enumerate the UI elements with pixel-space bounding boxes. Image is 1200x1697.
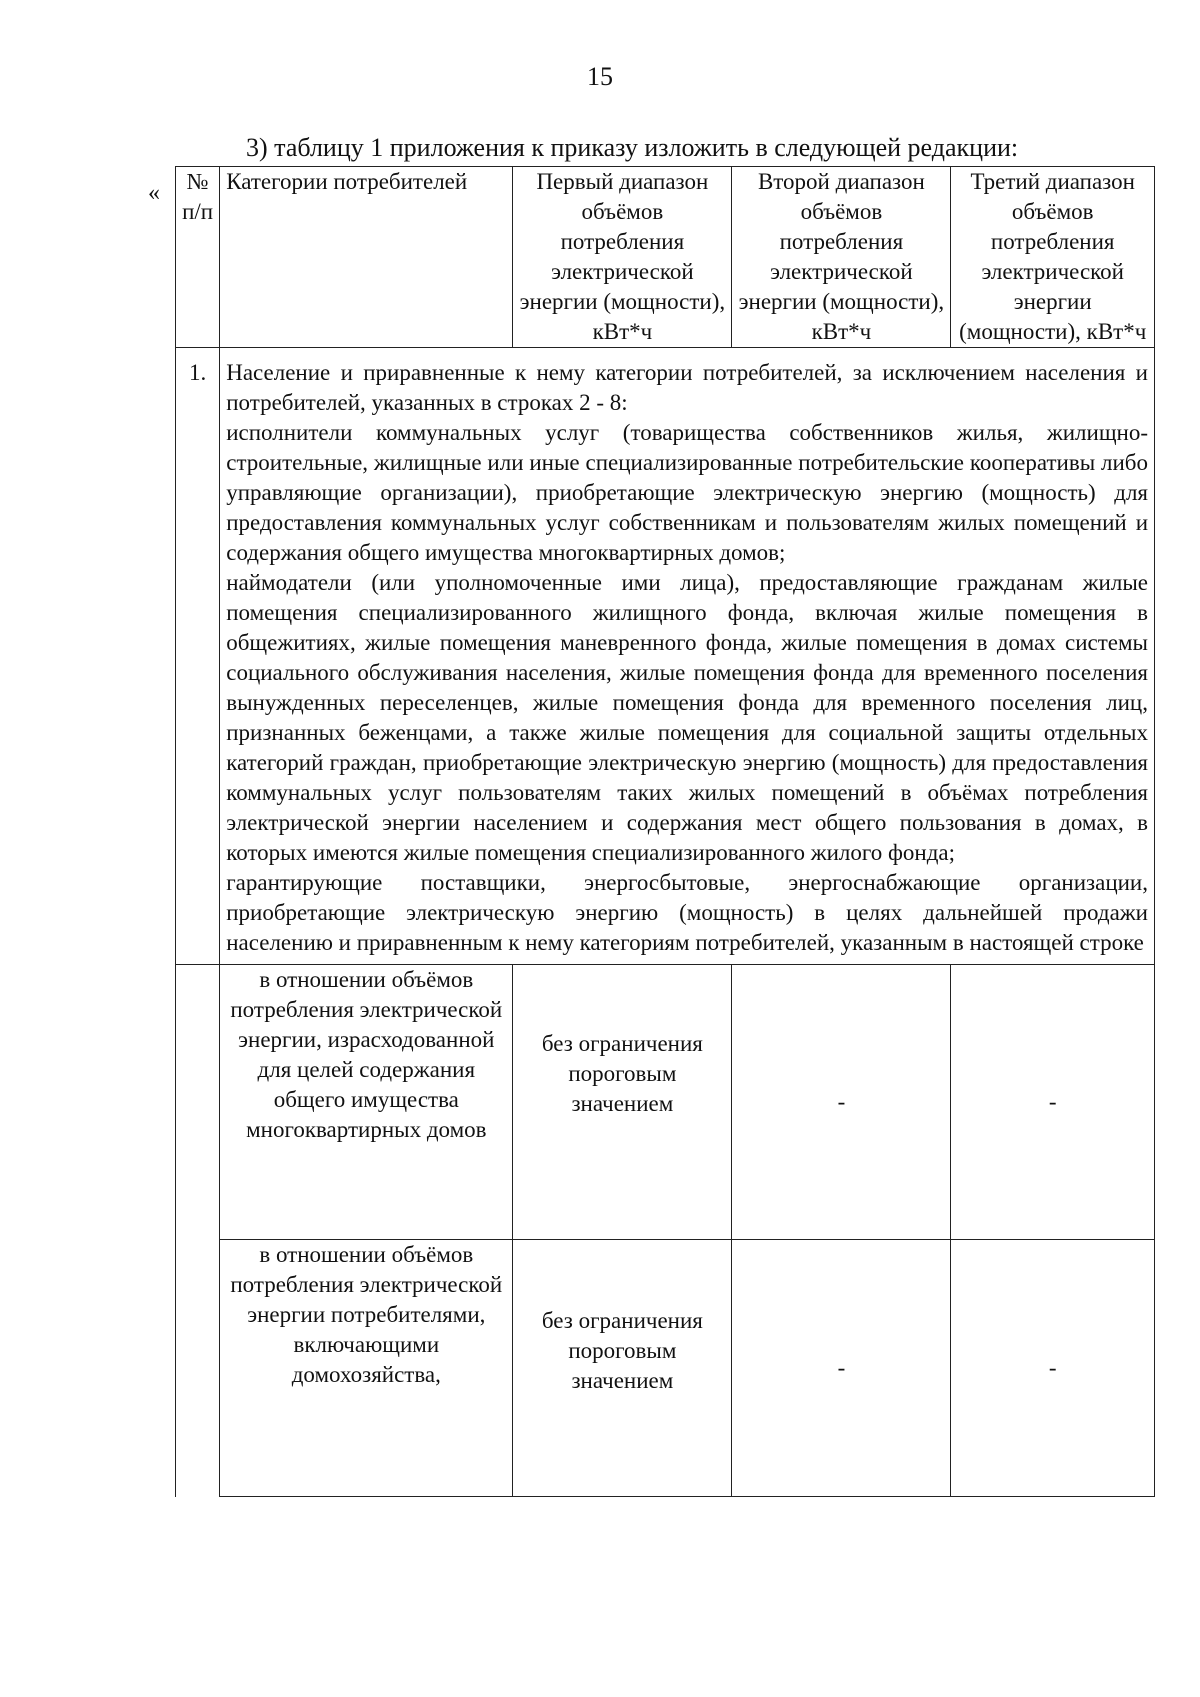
page-number: 15 xyxy=(587,62,613,91)
table-header-row xyxy=(176,167,1155,348)
subrow-range-1: без ограничения пороговым значением xyxy=(513,965,732,1240)
description-paragraph: гарантирующие поставщики, энергосбытовые, энергоснабжающие организации, приобретающие электрическую энергию (мощность) в целях дальнейшей продажи населению и приравненным к нему категориям потребителей, указанным в настоящей строке xyxy=(226,870,1148,955)
header-category: Категории потребителей xyxy=(220,167,513,348)
table-subrow xyxy=(176,965,1155,1240)
subrow-range-3: - xyxy=(951,965,1155,1240)
subrow-range-2: - xyxy=(732,965,951,1240)
header-num: № п/п xyxy=(176,167,220,348)
subrow-range-1: без ограничения пороговым значением xyxy=(513,1240,732,1497)
description-paragraph: наймодатели (или уполномоченные ими лица), предоставляющие гражданам жилые помещения специализированного жилищного фонда, включая жилые помещения в общежитиях, жилые помещения маневренного фонда, жилые помещения в домах системы социального обслуживания населения, жилые помещения фонда для временного поселения вынужденных переселенцев, жилые помещения фонда для временного поселения лиц, признанных беженцами, а также жилые помещения для социальной защиты отдельных категорий граждан, приобретающие электрическую энергию (мощность) для предоставления коммунальных услуг пользователям таких жилых помещений в объёмах потребления электрической энергии населением и содержания мест общего пользования в домах, в которых имеются жилые помещения специализированного жилого фонда; xyxy=(226,570,1148,865)
tariff-table xyxy=(175,166,1155,1497)
table-row xyxy=(176,348,1155,965)
subrow-num-cell xyxy=(176,965,220,1240)
subrow-num-cell xyxy=(176,1240,220,1497)
subrow-range-3: - xyxy=(951,1240,1155,1497)
header-range-2: Второй диапазон объёмов потребления электрической энергии (мощности), кВт*ч xyxy=(732,167,951,348)
header-range-1: Первый диапазон объёмов потребления электрической энергии (мощности), кВт*ч xyxy=(513,167,732,348)
intro-text: 3) таблицу 1 приложения к приказу изложить в следующей редакции: xyxy=(246,133,1019,162)
subrow-range-2: - xyxy=(732,1240,951,1497)
open-quote: « xyxy=(148,180,160,206)
description-paragraph: Население и приравненные к нему категории потребителей, за исключением населения и потребителей, указанных в строках 2 - 8: xyxy=(226,360,1148,415)
description-paragraph: исполнители коммунальных услуг (товарищества собственников жилья, жилищно-строительные, жилищные или иные специализированные потребительские кооперативы либо управляющие организации), приобретающие электрическую энергию (мощность) для предоставления коммунальных услуг собственникам и пользователям жилых помещений и содержания общего имущества многоквартирных домов; xyxy=(226,420,1148,565)
subrow-category: в отношении объёмов потребления электрической энергии, израсходованной для целей содержания общего имущества многоквартирных домов xyxy=(220,965,513,1240)
row-number: 1. xyxy=(176,348,220,965)
subrow-category: в отношении объёмов потребления электрической энергии потребителями, включающими домохозяйства, xyxy=(220,1240,513,1497)
row-description xyxy=(220,348,1155,965)
header-range-3: Третий диапазон объёмов потребления электрической энергии (мощности), кВт*ч xyxy=(951,167,1155,348)
table-subrow xyxy=(176,1240,1155,1497)
